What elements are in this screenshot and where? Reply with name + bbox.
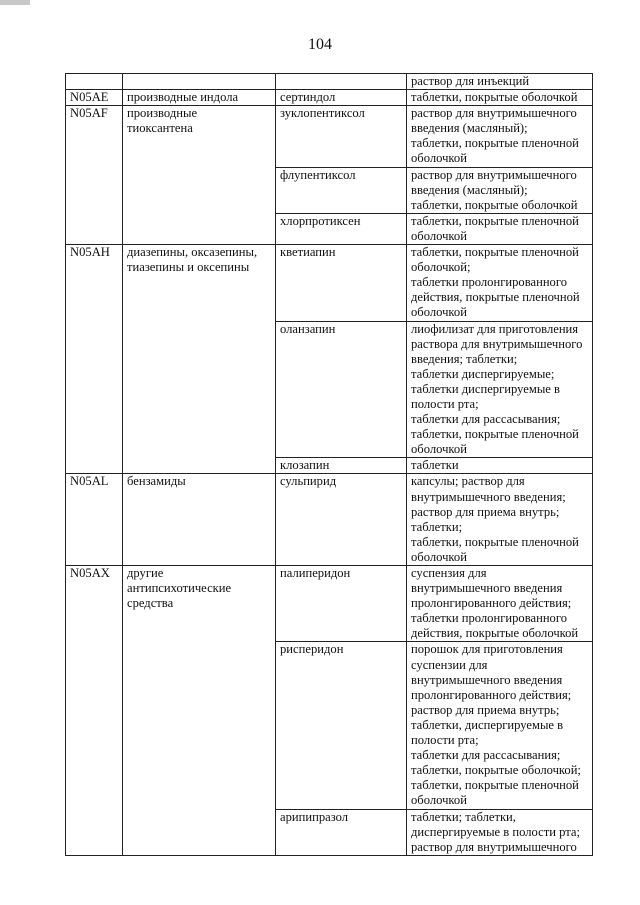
drug-name-cell: арипипразол — [276, 809, 407, 855]
drug-name-cell — [276, 74, 407, 90]
drug-group-cell: диазепины, оксазепины, тиазепины и оксепины — [123, 245, 276, 474]
dosage-form-cell: суспензия для внутримышечного введения пролонгированного действия; таблетки пролонгированного действия, покрытые оболочкой — [407, 566, 593, 642]
atc-code-cell: N05AF — [66, 106, 123, 245]
dosage-form-cell: таблетки, покрытые оболочкой — [407, 90, 593, 106]
dosage-form-cell: лиофилизат для приготовления раствора для внутримышечного введения; таблетки; таблетки диспергируемые; таблетки диспергируемые в полости рта; таблетки для рассасывания; таблетки, покрытые пленочной оболочкой — [407, 321, 593, 458]
dosage-form-cell: раствор для внутримышечного введения (масляный); таблетки, покрытые оболочкой — [407, 167, 593, 213]
drug-name-cell: сертиндол — [276, 90, 407, 106]
drug-name-cell: палиперидон — [276, 566, 407, 642]
dosage-form-cell: таблетки; таблетки, диспергируемые в полости рта; раствор для внутримышечного — [407, 809, 593, 855]
table-row — [66, 106, 593, 167]
drug-classification-table — [65, 73, 593, 856]
drug-name-cell: флупентиксол — [276, 167, 407, 213]
atc-code-cell: N05AX — [66, 566, 123, 856]
drug-group-cell: производные индола — [123, 90, 276, 106]
drug-group-cell: другие антипсихотические средства — [123, 566, 276, 856]
dosage-form-cell: таблетки — [407, 458, 593, 474]
drug-group-cell: бензамиды — [123, 474, 276, 566]
drug-name-cell: сульпирид — [276, 474, 407, 566]
dosage-form-cell: таблетки, покрытые пленочной оболочкой — [407, 213, 593, 244]
drug-name-cell: рисперидон — [276, 642, 407, 809]
dosage-form-cell: раствор для инъекций — [407, 74, 593, 90]
drug-group-cell — [123, 74, 276, 90]
dosage-form-cell: раствор для внутримышечного введения (масляный); таблетки, покрытые пленочной оболочкой — [407, 106, 593, 167]
drug-name-cell: оланзапин — [276, 321, 407, 458]
table-row — [66, 245, 593, 321]
atc-code-cell: N05AH — [66, 245, 123, 474]
dosage-form-cell: капсулы; раствор для внутримышечного введения; раствор для приема внутрь; таблетки; таблетки, покрытые пленочной оболочкой — [407, 474, 593, 566]
drug-name-cell: кветиапин — [276, 245, 407, 321]
table-row — [66, 74, 593, 90]
scan-corner-mark — [0, 0, 30, 5]
table-row — [66, 474, 593, 566]
dosage-form-cell: порошок для приготовления суспензии для внутримышечного введения пролонгированного действия; раствор для приема внутрь; таблетки, диспергируемые в полости рта; таблетки для рассасывания; таблетки, покрытые оболочкой; таблетки, покрытые пленочной оболочкой — [407, 642, 593, 809]
drug-name-cell: клозапин — [276, 458, 407, 474]
atc-code-cell: N05AE — [66, 90, 123, 106]
drug-name-cell: хлорпротиксен — [276, 213, 407, 244]
drug-name-cell: зуклопентиксол — [276, 106, 407, 167]
page-number: 104 — [308, 36, 332, 53]
table-row — [66, 90, 593, 106]
table-row — [66, 566, 593, 642]
atc-code-cell: N05AL — [66, 474, 123, 566]
dosage-form-cell: таблетки, покрытые пленочной оболочкой; таблетки пролонгированного действия, покрытые пленочной оболочкой — [407, 245, 593, 321]
atc-code-cell — [66, 74, 123, 90]
drug-group-cell: производные тиоксантена — [123, 106, 276, 245]
